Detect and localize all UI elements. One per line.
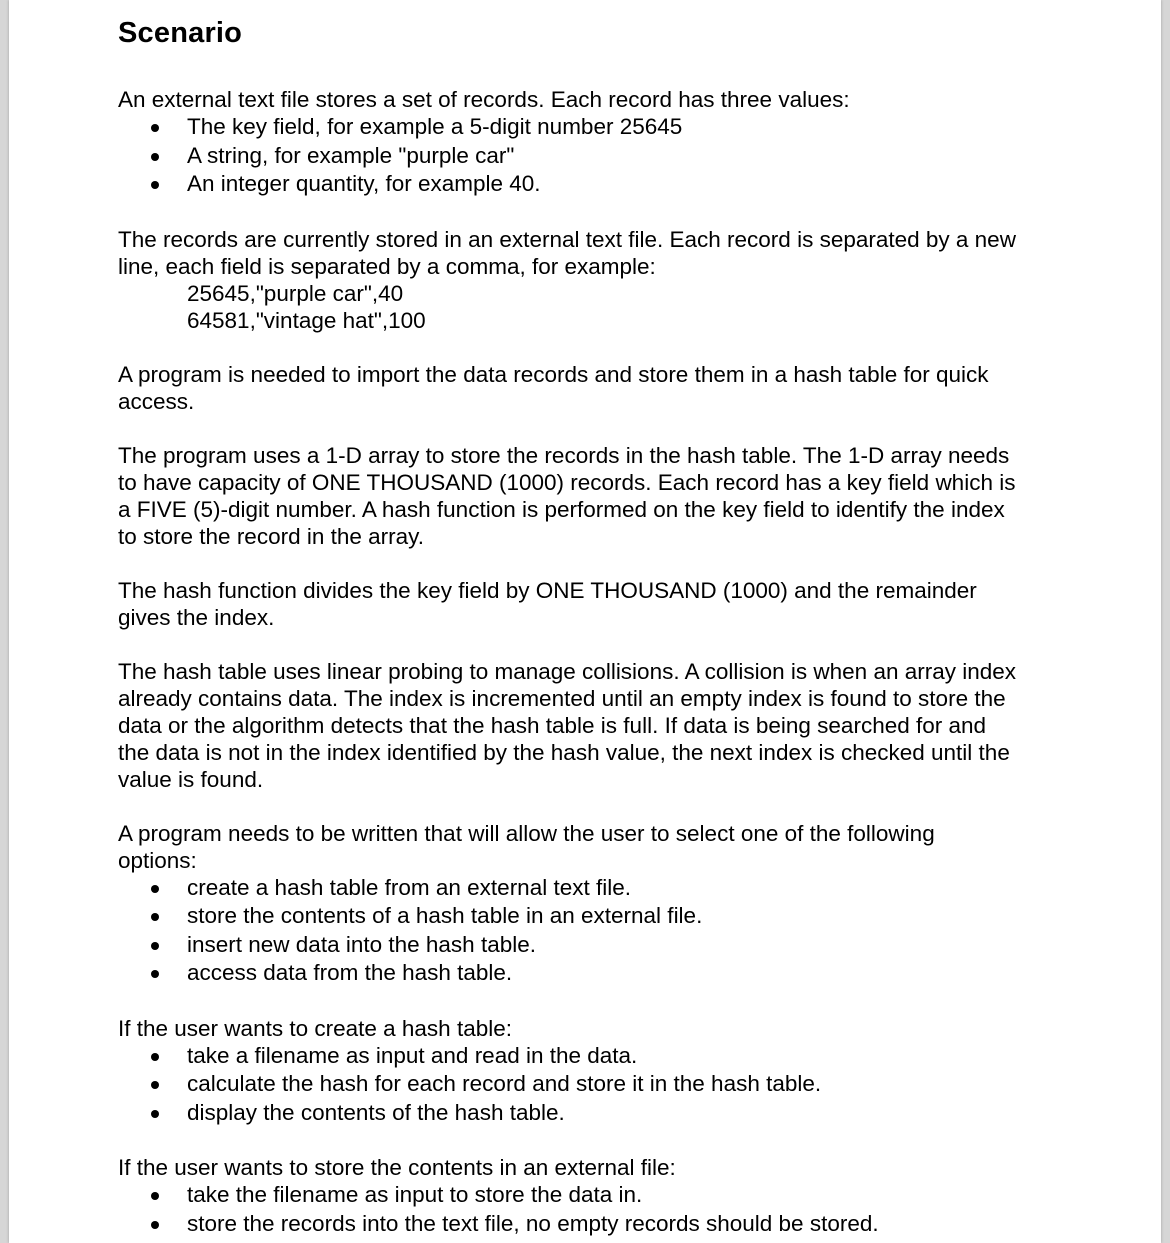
list-item: display the contents of the hash table. (118, 1099, 1068, 1128)
bullet-icon (151, 181, 159, 189)
paragraph-line: gives the index. (118, 604, 275, 630)
create-section (118, 1015, 1068, 1128)
paragraph-line: to store the record in the array. (118, 523, 424, 549)
list-item: An integer quantity, for example 40. (118, 170, 1068, 199)
list-item: store the records into the text file, no empty records should be stored. (118, 1210, 1068, 1239)
options-section (118, 820, 1068, 988)
store-section (118, 1154, 1068, 1238)
list-item: access data from the hash table. (118, 959, 1068, 988)
bullet-icon (151, 1221, 159, 1229)
list-item: The key field, for example a 5-digit number 25645 (118, 113, 1068, 142)
list-item: create a hash table from an external text file. (118, 874, 1068, 903)
paragraph-line: already contains data. The index is incremented until an empty index is found to store the (118, 685, 1006, 711)
paragraph-line: a FIVE (5)-digit number. A hash function is performed on the key field to identify the index (118, 496, 1005, 522)
bullet-icon (151, 124, 159, 132)
bullet-icon (151, 913, 159, 921)
paragraph-line: A program needs to be written that will allow the user to select one of the following (118, 820, 935, 846)
paragraph-line: The program uses a 1-D array to store the records in the hash table. The 1-D array needs (118, 442, 1010, 468)
bullet-icon (151, 942, 159, 950)
program-needed-section (118, 361, 1068, 415)
options-list (118, 874, 1068, 988)
paragraph-line: access. (118, 388, 195, 414)
bullet-icon (151, 1081, 159, 1089)
record-values-list (118, 113, 1068, 199)
hash-function-section (118, 577, 1068, 631)
paragraph-line: options: (118, 847, 197, 873)
bullet-icon (151, 970, 159, 978)
bullet-icon (151, 1053, 159, 1061)
document-page (9, 0, 1161, 1243)
paragraph-line: line, each field is separated by a comma, for example: (118, 253, 656, 279)
paragraph-line: The hash table uses linear probing to manage collisions. A collision is when an array index (118, 658, 1017, 684)
paragraph-line: to have capacity of ONE THOUSAND (1000) records. Each record has a key field which is (118, 469, 1016, 495)
paragraph-line: data or the algorithm detects that the hash table is full. If data is being searched for and (118, 712, 987, 738)
list-item: insert new data into the hash table. (118, 931, 1068, 960)
paragraph-line: The hash function divides the key field by ONE THOUSAND (1000) and the remainder (118, 577, 977, 603)
array-info-section (118, 442, 1068, 550)
paragraph-line: If the user wants to create a hash table: (118, 1015, 512, 1041)
example-record: 25645,"purple car",40 (187, 280, 404, 306)
document-content (118, 16, 1068, 1238)
list-item: store the contents of a hash table in an external file. (118, 902, 1068, 931)
list-item: take the filename as input to store the data in. (118, 1181, 1068, 1210)
paragraph-line: value is found. (118, 766, 264, 792)
bullet-icon (151, 1110, 159, 1118)
bullet-icon (151, 153, 159, 161)
probing-section (118, 658, 1068, 793)
list-item: take a filename as input and read in the data. (118, 1042, 1068, 1071)
paragraph-line: the data is not in the index identified by the hash value, the next index is checked until the (118, 739, 1010, 765)
intro-text: An external text file stores a set of records. Each record has three values: (118, 87, 850, 112)
paragraph-line: The records are currently stored in an external text file. Each record is separated by a new (118, 226, 1016, 252)
storage-section (118, 226, 1068, 334)
list-item: A string, for example "purple car" (118, 142, 1068, 171)
bullet-icon (151, 885, 159, 893)
list-item: calculate the hash for each record and store it in the hash table. (118, 1070, 1068, 1099)
intro-section (118, 86, 1068, 199)
page-title: Scenario (118, 17, 243, 49)
paragraph-line: If the user wants to store the contents in an external file: (118, 1155, 676, 1180)
create-steps-list (118, 1042, 1068, 1128)
bullet-icon (151, 1192, 159, 1200)
paragraph-line: A program is needed to import the data records and store them in a hash table for quick (118, 361, 989, 387)
example-record: 64581,"vintage hat",100 (187, 307, 426, 333)
store-steps-list (118, 1181, 1068, 1238)
